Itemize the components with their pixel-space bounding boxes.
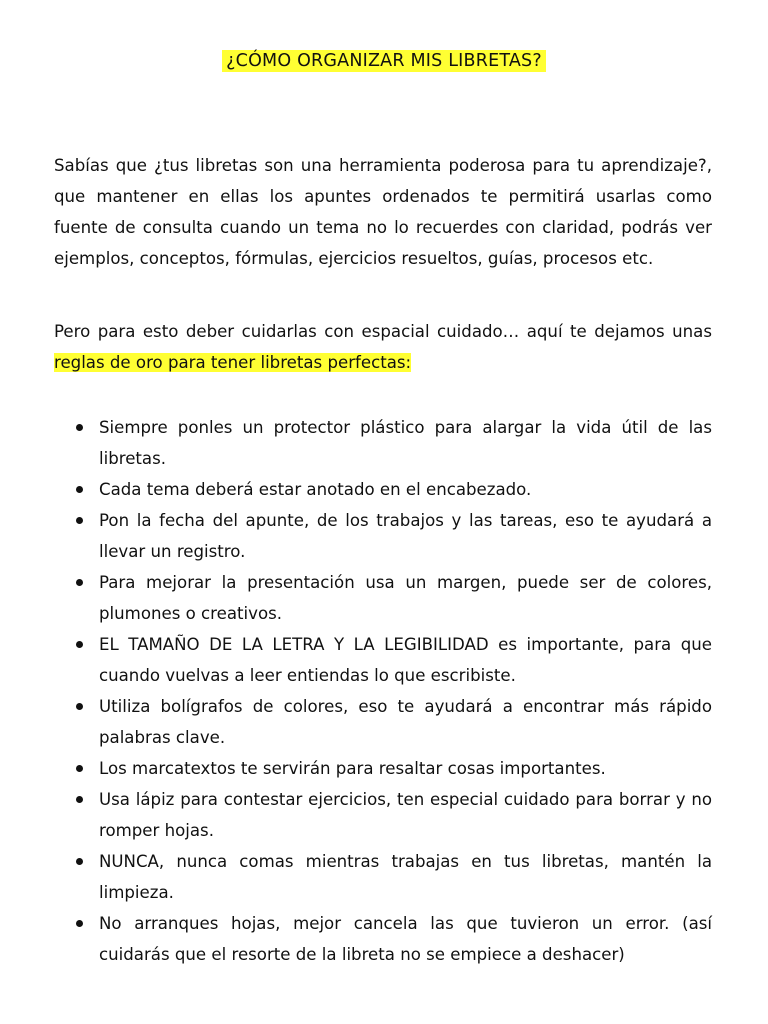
- rule-text: No arranques hojas, mejor cancela las que tuvieron un error. (así cuidarás que el resorte de la libreta no se empiece a deshacer): [99, 914, 712, 964]
- list-item: [54, 846, 712, 908]
- bullet-icon: [76, 858, 83, 865]
- rule-text: Siempre ponles un protector plástico para alargar la vida útil de las libretas.: [99, 418, 712, 468]
- bullet-icon: [76, 796, 83, 803]
- rule-text: Cada tema deberá estar anotado en el encabezado.: [99, 480, 532, 499]
- highlighted-phrase: reglas de oro para tener libretas perfectas:: [54, 352, 412, 372]
- list-item: [54, 474, 712, 505]
- bullet-icon: [76, 486, 83, 493]
- list-item: [54, 412, 712, 474]
- rule-text: Los marcatextos te servirán para resaltar cosas importantes.: [99, 759, 606, 778]
- list-item: [54, 691, 712, 753]
- bullet-icon: [76, 920, 83, 927]
- second-paragraph: [54, 316, 712, 378]
- bullet-icon: [76, 517, 83, 524]
- document-title: ¿CÓMO ORGANIZAR MIS LIBRETAS?: [222, 50, 546, 72]
- rule-text: NUNCA, nunca comas mientras trabajas en tus libretas, mantén la limpieza.: [99, 852, 712, 902]
- bullet-icon: [76, 641, 83, 648]
- bullet-icon: [76, 703, 83, 710]
- intro-paragraph: Sabías que ¿tus libretas son una herramienta poderosa para tu aprendizaje?, que mantener en ellas los apuntes ordenados te permitirá usarlas como fuente de consulta cuando un tema no lo recuerdes con claridad, podrás ver ejemplos, conceptos, fórmulas, ejercicios resueltos, guías, procesos etc.: [54, 155, 712, 268]
- list-item: [54, 753, 712, 784]
- second-paragraph-text: Pero para esto deber cuidarlas con espacial cuidado… aquí te dejamos unas: [54, 321, 712, 341]
- title-container: [0, 50, 768, 72]
- list-item: [54, 505, 712, 567]
- bullet-icon: [76, 579, 83, 586]
- list-item: [54, 567, 712, 629]
- rule-text: Para mejorar la presentación usa un margen, puede ser de colores, plumones o creativos.: [99, 573, 712, 623]
- rule-text: Utiliza bolígrafos de colores, eso te ayudará a encontrar más rápido palabras clave.: [99, 697, 712, 747]
- list-item: [54, 908, 712, 970]
- rule-text: EL TAMAÑO DE LA LETRA Y LA LEGIBILIDAD es importante, para que cuando vuelvas a leer entiendas lo que escribiste.: [99, 635, 712, 685]
- rule-text: Pon la fecha del apunte, de los trabajos y las tareas, eso te ayudará a llevar un registro.: [99, 511, 712, 561]
- rules-list: [54, 412, 712, 970]
- bullet-icon: [76, 765, 83, 772]
- rule-text: Usa lápiz para contestar ejercicios, ten especial cuidado para borrar y no romper hojas.: [99, 790, 712, 840]
- list-item: [54, 629, 712, 691]
- bullet-icon: [76, 424, 83, 431]
- list-item: [54, 784, 712, 846]
